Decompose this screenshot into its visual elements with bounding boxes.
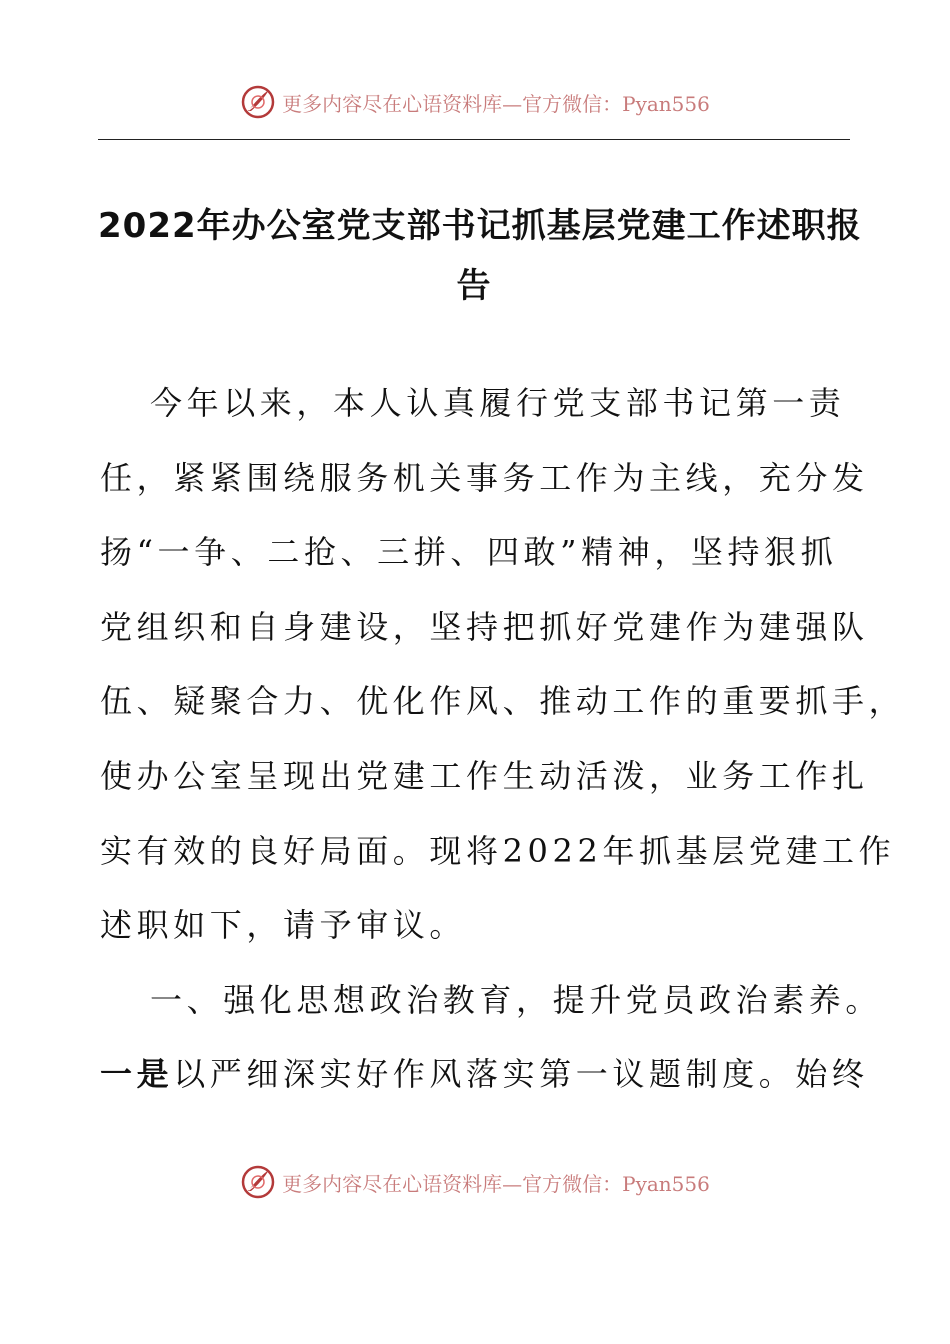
- title-line-2: 告: [456, 266, 492, 306]
- paragraph-line: 党组织和自身建设，坚持把抓好党建作为建强队: [100, 607, 869, 646]
- title-line-1: 2022年办公室党支部书记抓基层党建工作述职报: [98, 206, 862, 246]
- section-first-line: [100, 1037, 869, 1112]
- section-text: 以严细深实好作风落实第一议题制度。始终: [173, 1055, 869, 1094]
- section-lead-label: 一是: [100, 1055, 174, 1094]
- paragraph-line: 任，紧紧围绕服务机关事务工作为主线，充分发: [100, 458, 869, 497]
- paragraph-line: 伍、疑聚合力、优化作风、推动工作的重要抓手，: [100, 682, 906, 721]
- paragraph-line: 实有效的良好局面。现将2022年抓基层党建工作: [100, 831, 896, 870]
- quill-logo-icon: [240, 84, 276, 120]
- header-divider: [98, 139, 850, 140]
- paragraph-line: 述职如下，请予审议。: [100, 906, 467, 945]
- paragraph-line: 今年以来，本人认真履行党支部书记第一责: [150, 384, 846, 422]
- document-body: [100, 366, 906, 1112]
- section-heading: 一、强化思想政治教育，提升党员政治素养。: [150, 980, 883, 1019]
- quill-logo-icon: [240, 1164, 276, 1200]
- paragraph-line: 扬“一争、二抢、三拼、四敢”精神，坚持狠抓: [100, 533, 838, 572]
- footer-banner: [0, 1164, 950, 1200]
- banner-text: 更多内容尽在心语资料库—官方微信：Pyan556: [282, 1171, 710, 1196]
- banner-text: 更多内容尽在心语资料库—官方微信：Pyan556: [282, 91, 710, 116]
- document-title: [98, 196, 862, 316]
- paragraph-line: 使办公室呈现出党建工作生动活泼，业务工作扎: [100, 756, 869, 795]
- header-banner: [0, 84, 950, 120]
